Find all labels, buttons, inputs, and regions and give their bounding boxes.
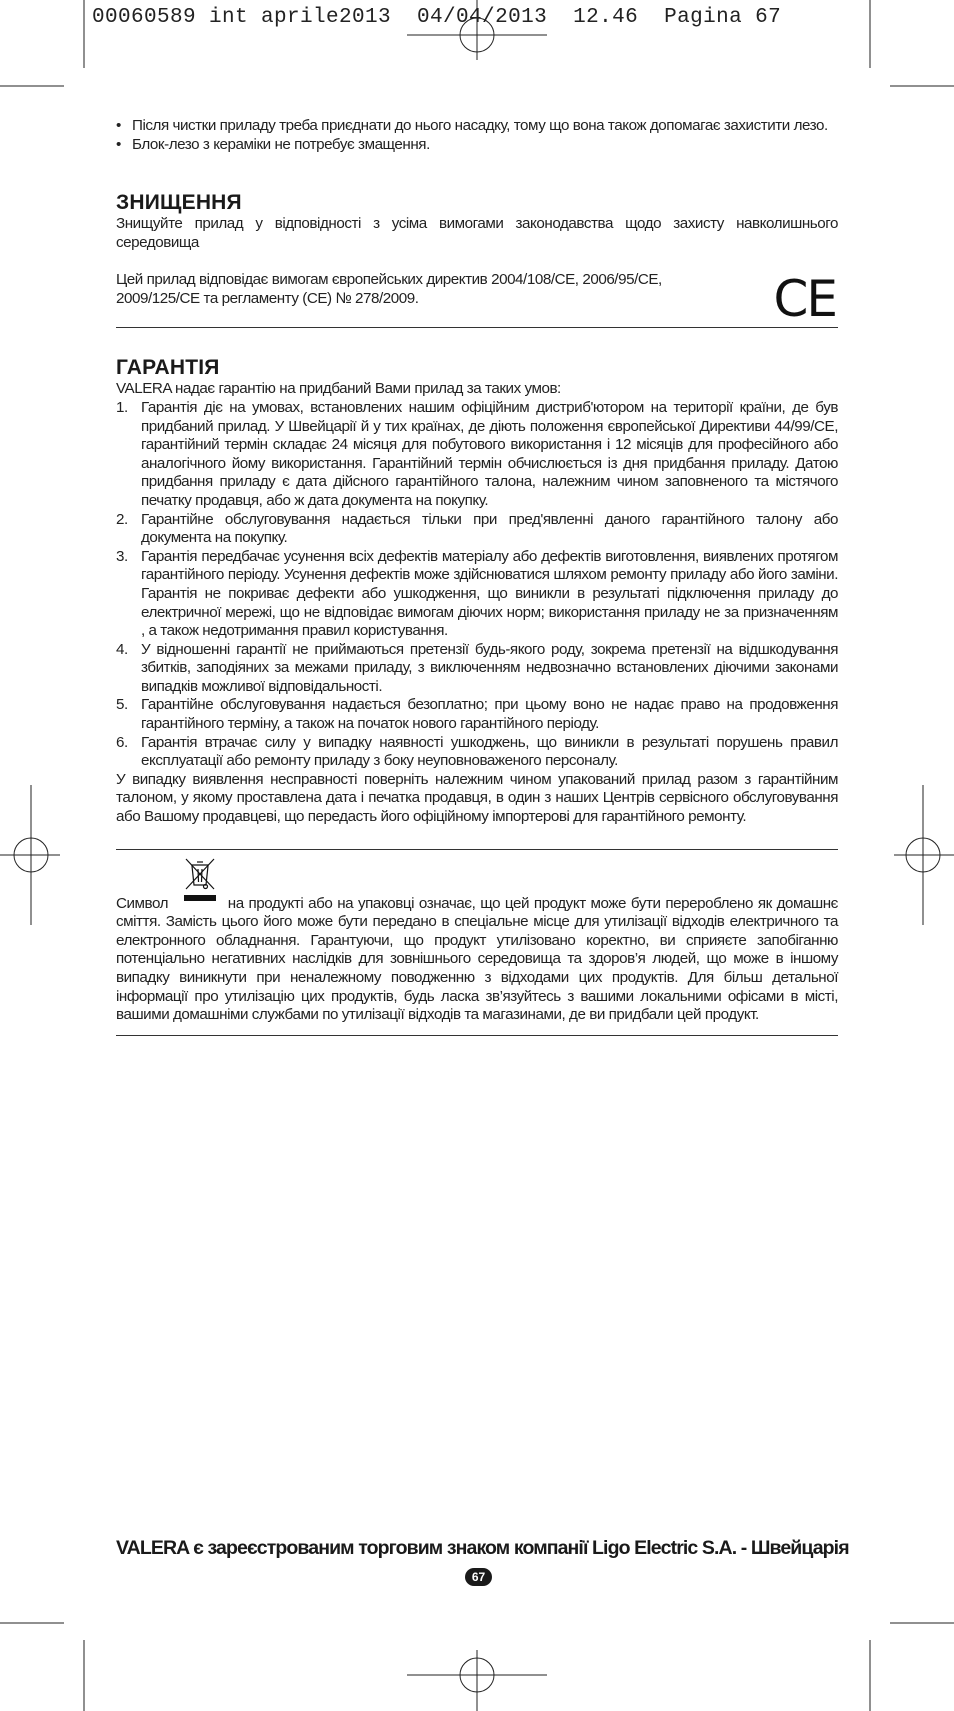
recycling-body-text: на продукті або на упаковці означає, що цей продукт може бути перероблено як домашнє сміття. Замість цього його може бути передано в спеціальне місце для утилізації відходів електричного та електронного обладнання. Гарантуючи, що продукт утилізовано коректно, ви сприяєте запобіганню потенціально негативних наслідків для зовнішнього середовища та здоров’я людей, що може в іншому випадку виникнути при неналежному поводженню з відходами цих продуктів. Для більш детальної інформації про утилізацію цих продуктів, будь ласка зв’язуйтесь з вашими локальними офісами в місті, вашими домашніми службами по утилізації відходів та магазинами, де ви придбали цей продукт.: [116, 894, 838, 1024]
list-item-text: Гарантія втрачає силу у випадку наявності ушкоджень, що виникли в результаті порушень правил експлуатації або ремонту приладу з боку неуповноваженого персоналу.: [141, 733, 838, 770]
list-number: 2.: [116, 510, 128, 528]
bullet-text: Блок-лезо з кераміки не потребує змащення.: [132, 135, 430, 153]
list-item: [116, 696, 838, 733]
list-number: 3.: [116, 547, 128, 565]
list-number: 1.: [116, 398, 128, 416]
bullet-dot: •: [116, 117, 121, 134]
list-item: [116, 548, 838, 641]
list-number: 6.: [116, 733, 128, 751]
registration-mark-left: [0, 785, 60, 925]
trademark-footer: VALERA є зареєстрованим торговим знаком компанії Ligo Electric S.A. - Швейцарія: [116, 1537, 849, 1559]
registration-mark-bottom: [407, 1650, 547, 1711]
warranty-closing-text: У випадку виявлення несправності поверніть належним чином упакований прилад разом з гарантійним талоном, у якому проставлена дата і печатка продавця, в один з наших Центрів сервісного обслуговування або Вашому продавцеві, що передасть його офіційному імпортерові для гарантійного ремонту.: [116, 770, 838, 826]
list-item: [116, 399, 838, 511]
cleaning-bullet-list: [116, 117, 838, 154]
list-item: [116, 511, 838, 548]
disposal-text: Знищуйте прилад у відповідності з усіма вимогами законодавства щодо захисту навколишнього середовища: [116, 215, 838, 251]
warranty-intro: VALERA надає гарантію на придбаний Вами прилад за таких умов:: [116, 380, 561, 398]
list-item-text: Гарантійне обслуговування надається безоплатно; при цьому воно не надає право на продовження гарантійного терміну, а також на початок нового гарантійного періоду.: [141, 696, 838, 733]
registration-mark-top: [407, 0, 547, 60]
disposal-heading: ЗНИЩЕННЯ: [116, 191, 242, 215]
recycling-text: [116, 858, 838, 1025]
page-content: [116, 117, 838, 1036]
warranty-conditions-list: [116, 399, 838, 771]
bullet-dot: •: [116, 135, 121, 153]
bullet-text: Після чистки приладу треба приєднати до нього насадку, тому що вона також допомагає захистити лезо.: [132, 117, 828, 134]
list-item: [116, 117, 838, 136]
section-divider: [116, 1035, 838, 1036]
symbol-word: Символ: [116, 894, 169, 912]
list-number: 5.: [116, 696, 128, 714]
registration-mark-right: [894, 785, 954, 925]
warranty-heading: ГАРАНТІЯ: [116, 356, 220, 380]
recycling-notice: [116, 858, 838, 1025]
crossed-out-wheelie-bin-icon: [182, 857, 218, 907]
ce-mark-icon: CE: [773, 270, 836, 329]
print-header: 00060589 int aprile2013 04/04/2013 12.46 Pagina 67: [92, 6, 782, 29]
list-item-text: Гарантійне обслуговування надається тільки при пред'явленні даного гарантійного талону або документа на покупку.: [141, 510, 838, 547]
directive-text: Цей прилад відповідає вимогам європейських директив 2004/108/CE, 2006/95/CE, 2009/125/CE та регламенту (CE) № 278/2009.: [116, 271, 662, 307]
list-item: [116, 641, 838, 697]
ce-compliance-row: [116, 270, 838, 329]
list-item-text: Гарантія діє на умовах, встановлених нашим офіційним дистриб'ютором на території країни, де був придбаний прилад. У Швейцарії й у тих країнах, де діють положення європейської Директиви 44/99/CE, гарантійний термін складає 24 місяця для побутового використання і 12 місяців для професійного або аналогічного йому використання. Гарантійний термін обчислюється із дня придбання приладу. Датою придбання приладу є дата дійсного гарантійного талона, належним чином заповненого та містячого печатку продавця, або ж дата документа на покупку.: [141, 398, 838, 509]
list-item-text: У відношенні гарантії не приймаються претензії будь-якого роду, зокрема претензії на відшкодування збитків, заподіяних за межами приладу, з виключенням недвозначно встановлених діючими законами випадків можливої відповідальності.: [141, 640, 838, 695]
list-item: [116, 734, 838, 771]
list-item-text: Гарантія передбачає усунення всіх дефектів матеріалу або дефектів виготовлення, виявлених протягом гарантійного періоду. Усунення дефектів може здійснюватися шляхом ремонту приладу або його заміни. Гарантія не покриває дефекти або ушкодження, що виникли в результаті підключення приладу до електричної мережі, що не відповідає вимогам діючих норм; використання приладу не за призначенням , а також недотримання правил користування.: [141, 547, 838, 640]
list-number: 4.: [116, 640, 128, 658]
list-item: [116, 136, 838, 155]
page-number-badge: 67: [465, 1568, 492, 1586]
